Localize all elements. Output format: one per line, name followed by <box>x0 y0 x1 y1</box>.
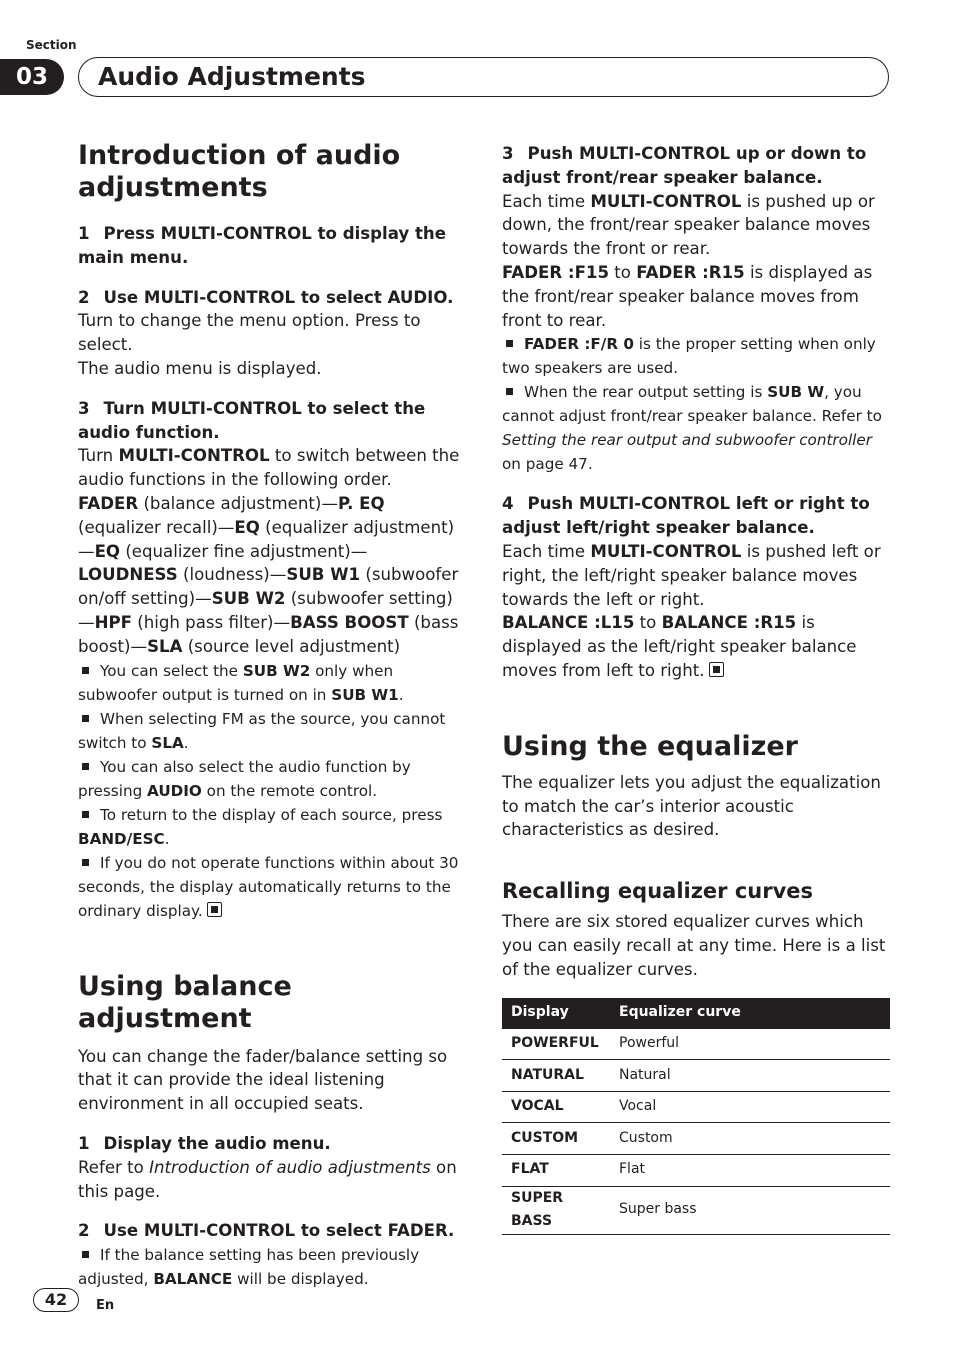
section-number: 03 <box>0 59 64 95</box>
bullet-icon <box>82 811 89 818</box>
end-mark-icon <box>709 662 724 677</box>
balance-heading: Using balance adjustment <box>78 970 292 1034</box>
balance-intro: You can change the fader/balance setting so that it can provide the ideal listening environment in all occupied seats. <box>78 1046 448 1114</box>
left-column <box>78 140 461 1291</box>
display-cell: SUPER BASS <box>502 1186 610 1235</box>
bullet-icon <box>82 1251 89 1258</box>
note-fm-sla: When selecting FM as the source, you cannot switch to SLA. <box>78 709 446 752</box>
balance-step-4-lr: BALANCE :L15 to BALANCE :R15 is displayed as the left/right speaker balance moves from left to right. <box>502 613 857 680</box>
note-fader-proper: FADER :F/R 0 is the proper setting when only two speakers are used. <box>502 335 876 378</box>
audio-function-sequence: FADER (balance adjustment)—P. EQ (equalizer recall)—EQ (equalizer adjustment)—EQ (equalizer fine adjustment)—LOUDNESS (loudness)—SUB W1 (subwoofer on/off setting)—SUB W2 (subwoofer setting)—HPF (high pass filter)—BASS BOOST (bass boost)—SLA (source level adjustment) <box>78 493 459 656</box>
note-timeout: If you do not operate functions within about 30 seconds, the display automatically returns to the ordinary display. <box>78 853 459 920</box>
note-balance-displayed: If the balance setting has been previously adjusted, BALANCE will be displayed. <box>78 1246 420 1289</box>
language-label: En <box>96 1298 115 1313</box>
intro-heading: Introduction of audio adjustments <box>78 140 401 203</box>
note-sub-w: When the rear output setting is SUB W, you cannot adjust front/rear speaker balance. Refer to Setting the rear output and subwoofer controller on page 47. <box>502 383 882 474</box>
table-header-row <box>502 998 890 1029</box>
table-row <box>502 1186 890 1235</box>
curve-cell: Natural <box>610 1060 890 1092</box>
display-cell: POWERFUL <box>502 1029 610 1060</box>
right-column <box>502 140 890 1235</box>
column-header-display: Display <box>502 998 610 1029</box>
balance-step-2: 2 Use MULTI-CONTROL to select FADER. <box>78 1221 455 1241</box>
equalizer-heading: Using the equalizer <box>502 730 798 762</box>
intro-step-2-result: The audio menu is displayed. <box>78 358 322 378</box>
curve-cell: Vocal <box>610 1091 890 1123</box>
balance-step-1: 1 Display the audio menu. <box>78 1133 331 1153</box>
note-remote-audio: You can also select the audio function by pressing AUDIO on the remote control. <box>78 757 411 800</box>
intro-step-2-body: Turn to change the menu option. Press to select. <box>78 311 421 355</box>
note-band-esc: To return to the display of each source, press BAND/ESC. <box>78 805 443 848</box>
bullet-icon <box>82 667 89 674</box>
balance-step-3: 3 Push MULTI-CONTROL up or down to adjust front/rear speaker balance. <box>502 144 867 187</box>
section-title: Audio Adjustments <box>98 62 366 91</box>
curve-cell: Powerful <box>610 1029 890 1060</box>
note-sub-w2: You can select the SUB W2 only when subwoofer output is turned on in SUB W1. <box>78 661 404 704</box>
table-row <box>502 1029 890 1060</box>
bullet-icon <box>506 388 513 395</box>
intro-step-1: 1 Press MULTI-CONTROL to display the main menu. <box>78 224 446 267</box>
intro-step-2: 2 Use MULTI-CONTROL to select AUDIO. <box>78 287 454 307</box>
display-cell: CUSTOM <box>502 1123 610 1155</box>
balance-step-3-body: Each time MULTI-CONTROL is pushed up or down, the front/rear speaker balance moves towards the front or rear. <box>502 191 875 259</box>
page-number: 42 <box>33 1288 79 1312</box>
column-header-curve: Equalizer curve <box>610 998 890 1029</box>
display-cell: NATURAL <box>502 1060 610 1092</box>
intro-step-3: 3 Turn MULTI-CONTROL to select the audio function. <box>78 398 426 442</box>
display-cell: VOCAL <box>502 1091 610 1123</box>
balance-step-4-body: Each time MULTI-CONTROL is pushed left or right, the left/right speaker balance moves towards the left or right. <box>502 541 881 609</box>
table-row <box>502 1091 890 1123</box>
balance-step-1-body: Refer to Introduction of audio adjustments on this page. <box>78 1157 457 1201</box>
balance-step-3-fader: FADER :F15 to FADER :R15 is displayed as the front/rear speaker balance moves from front to rear. <box>502 262 873 330</box>
table-row <box>502 1060 890 1092</box>
bullet-icon <box>82 763 89 770</box>
curve-cell: Super bass <box>610 1186 890 1235</box>
bullet-icon <box>82 859 89 866</box>
recalling-heading: Recalling equalizer curves <box>502 879 814 904</box>
curve-cell: Custom <box>610 1123 890 1155</box>
equalizer-curve-table <box>502 998 890 1236</box>
intro-step-3-body: Turn MULTI-CONTROL to switch between the audio functions in the following order. <box>78 446 460 490</box>
recalling-intro: There are six stored equalizer curves which you can easily recall at any time. Here is a list of the equalizer curves. <box>502 912 886 979</box>
curve-cell: Flat <box>610 1154 890 1186</box>
balance-step-4: 4 Push MULTI-CONTROL left or right to adjust left/right speaker balance. <box>502 494 870 538</box>
table-row <box>502 1154 890 1186</box>
bullet-icon <box>82 715 89 722</box>
bullet-icon <box>506 340 513 347</box>
table-row <box>502 1123 890 1155</box>
display-cell: FLAT <box>502 1154 610 1186</box>
equalizer-intro: The equalizer lets you adjust the equalization to match the car’s interior acoustic characteristics as desired. <box>502 772 881 840</box>
section-label: Section <box>26 38 77 52</box>
end-mark-icon <box>207 902 222 917</box>
